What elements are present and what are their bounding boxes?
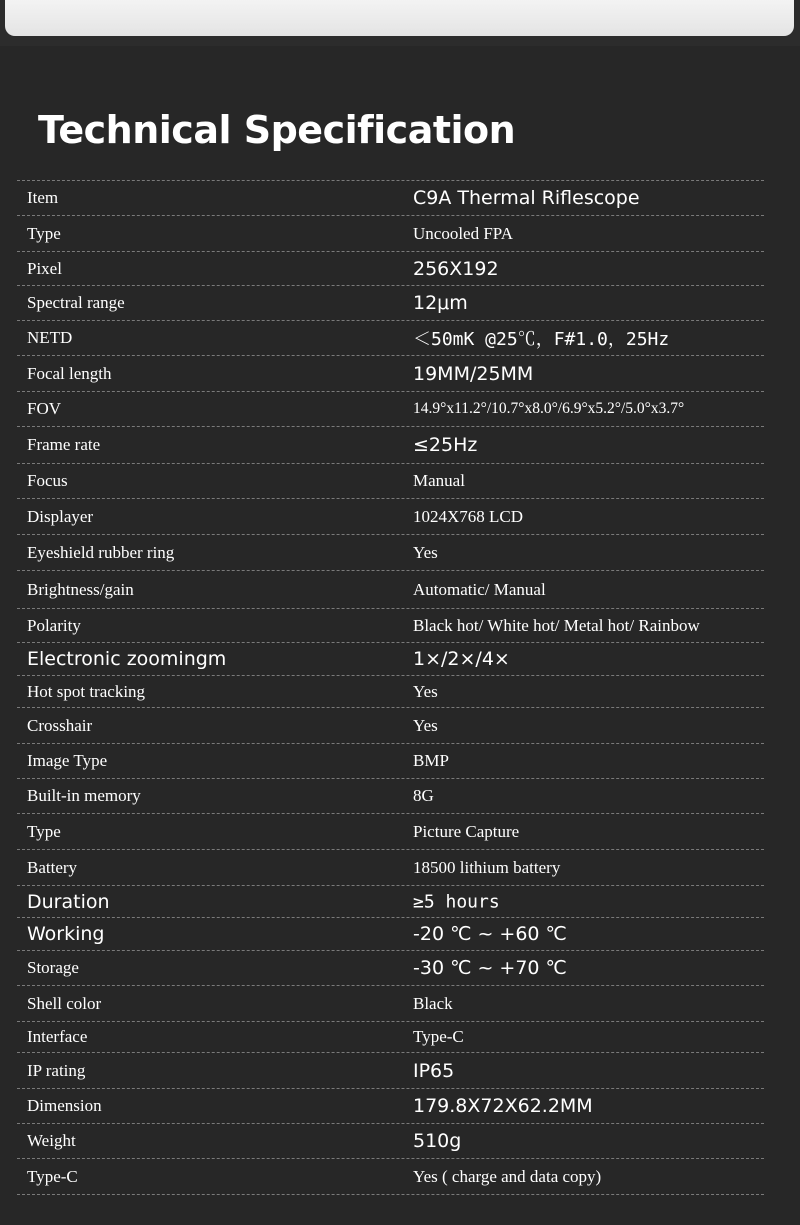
spec-value: 256X192	[413, 257, 499, 280]
spec-item: Pixel	[27, 258, 62, 278]
spec-value: Yes	[413, 715, 438, 735]
spec-item: Electronic zoomingm	[27, 648, 227, 670]
spec-row	[17, 744, 764, 779]
spec-item: Working	[27, 923, 105, 945]
spec-value: BMP	[413, 751, 449, 770]
spec-row	[17, 951, 764, 986]
spec-item: Type	[27, 821, 61, 841]
spec-item: Interface	[27, 1027, 88, 1046]
spec-row	[17, 252, 764, 286]
spec-value: Black hot/ White hot/ Metal hot/ Rainbow	[413, 615, 700, 635]
spec-row	[17, 676, 764, 708]
spec-row	[17, 886, 764, 918]
spec-row	[17, 181, 764, 216]
spec-value: Yes ( charge and data copy)	[413, 1166, 602, 1186]
spec-item: Storage	[27, 958, 79, 977]
spec-item: Image Type	[27, 751, 108, 770]
spec-row	[17, 464, 764, 499]
spec-row	[17, 356, 764, 392]
top-card	[5, 0, 794, 36]
spec-value: Yes	[413, 542, 438, 562]
spec-item: Shell color	[27, 993, 102, 1013]
spec-row	[17, 286, 764, 321]
spec-item: Battery	[27, 857, 78, 877]
spec-value: 14.9°x11.2°/10.7°x8.0°/6.9°x5.2°/5.0°x3.7°	[413, 400, 685, 417]
spec-item: Crosshair	[27, 715, 93, 735]
spec-value: C9A Thermal Riflescope	[413, 187, 640, 209]
spec-row	[17, 571, 764, 609]
spec-row	[17, 499, 764, 535]
spec-row	[17, 708, 764, 744]
spec-item: Focal length	[27, 363, 112, 383]
spec-item: Focus	[27, 471, 68, 490]
top-strip	[0, 0, 800, 46]
spec-value: Black	[413, 993, 453, 1013]
spec-row	[17, 643, 764, 676]
spec-item: FOV	[27, 399, 62, 418]
spec-row	[17, 1159, 764, 1195]
spec-item: Built-in memory	[27, 786, 141, 805]
spec-item: Brightness/gain	[27, 579, 134, 599]
spec-item: Weight	[27, 1131, 76, 1150]
page-title: Technical Specification	[38, 108, 516, 152]
spec-row	[17, 1124, 764, 1159]
spec-value: 12μm	[413, 292, 468, 314]
spec-value: 8G	[413, 786, 434, 805]
spec-item: NETD	[27, 328, 73, 347]
spec-row	[17, 986, 764, 1022]
spec-value: 19MM/25MM	[413, 362, 534, 385]
spec-row	[17, 1053, 764, 1089]
spec-value: ≥5 hours	[413, 891, 500, 912]
spec-row	[17, 427, 764, 464]
spec-item: Dimension	[27, 1096, 102, 1115]
spec-value: 1024X768 LCD	[413, 506, 524, 526]
spec-value: Manual	[413, 471, 465, 490]
spec-item: Hot spot tracking	[27, 681, 146, 701]
spec-row	[17, 609, 764, 643]
spec-value: 1×/2×/4×	[413, 648, 510, 670]
spec-row	[17, 779, 764, 814]
spec-value: Automatic/ Manual	[413, 579, 546, 599]
spec-item: Frame rate	[27, 435, 101, 454]
spec-value: Type-C	[413, 1027, 464, 1046]
spec-value: 179.8X72X62.2MM	[413, 1095, 593, 1117]
spec-item: Spectral range	[27, 293, 125, 312]
spec-row	[17, 918, 764, 951]
spec-row	[17, 535, 764, 571]
spec-item: Type	[27, 223, 61, 243]
spec-value: -20 ℃ ~ +60 ℃	[413, 923, 567, 945]
spec-item: Polarity	[27, 615, 81, 635]
spec-row	[17, 392, 764, 427]
spec-value: -30 ℃ ~ +70 ℃	[413, 957, 567, 979]
spec-value: Picture Capture	[413, 821, 520, 841]
spec-item: IP rating	[27, 1060, 86, 1080]
spec-item: Eyeshield rubber ring	[27, 542, 175, 562]
spec-value: IP65	[413, 1059, 455, 1082]
spec-row	[17, 321, 764, 356]
spec-value: 510g	[413, 1130, 462, 1152]
spec-item: Duration	[27, 890, 110, 913]
spec-row	[17, 814, 764, 850]
spec-value: ＜50mK @25℃，F#1.0，25Hz	[413, 329, 670, 350]
spec-item: Type-C	[27, 1166, 78, 1186]
spec-row	[17, 1089, 764, 1124]
spec-row	[17, 1022, 764, 1053]
spec-row	[17, 216, 764, 252]
spec-table	[17, 180, 764, 1195]
spec-value: Yes	[413, 681, 438, 701]
spec-item: Displayer	[27, 506, 94, 526]
spec-item: Item	[27, 188, 59, 207]
spec-value: Uncooled FPA	[413, 223, 513, 243]
spec-row	[17, 850, 764, 886]
spec-value: 18500 lithium battery	[413, 857, 561, 877]
spec-value: ≤25Hz	[413, 434, 478, 456]
